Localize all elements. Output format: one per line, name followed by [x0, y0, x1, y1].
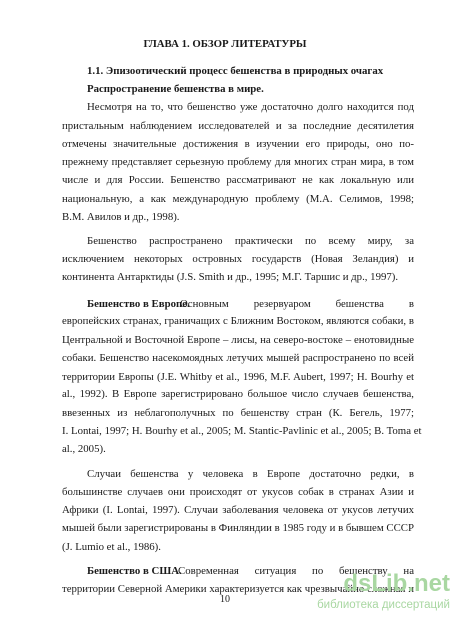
paragraph-line: al., 1992). В Европе зарегистрировано большое число случаев бешенства, [62, 388, 414, 401]
paragraph-lead: Бешенство в США. [87, 565, 182, 577]
paragraph-line: территории Европы (J.E. Whitby et al., 1996, M.F. Aubert, 1997; H. Bourhy et [62, 370, 414, 383]
paragraph-line: (J. Lumio et al., 1986). [62, 540, 161, 553]
paragraph-line: al., 2005). [62, 443, 106, 456]
paragraph-line: числе и для России. Бешенство рассматривают не как локальную или [62, 174, 414, 187]
paragraph-line: территории Северной Америки характеризуется как чрезвычайно сложная и [62, 583, 414, 595]
paragraph-line: пристальным наблюдением исследователей и за последние десятилетия [62, 119, 414, 132]
paragraph-line: Африки (I. Lontai, 1997). Случаи заболевания человека от укусов летучих [62, 504, 414, 517]
paragraph-line: I. Lontai, 1997; H. Bourhy et al., 2005; M. Stantic-Pavlinic et al., 2005; B. Toma et [62, 424, 422, 437]
text-line [0, 537, 450, 558]
subsection-title: Распространение бешенства в мире. [87, 82, 264, 95]
paragraph-line: Центральной и Восточной Европе – лисы, на северо-востоке – енотовидные [62, 334, 414, 347]
watermark [298, 570, 450, 614]
paragraph-line: Современная ситуация по бешенству на [178, 565, 414, 577]
text-line [0, 207, 450, 228]
paragraph-line: континента Антарктиды (J.S. Smith и др., 1995; М.Г. Таршис и др., 1997). [62, 271, 399, 284]
paragraph-line: собаки. Бешенство насекомоядных летучих мышей распространено по всей [62, 351, 414, 364]
chapter-title-line [0, 34, 450, 55]
paragraph-line: европейских странах, граничащих с Ближним Востоком, являются собаки, в [62, 315, 414, 328]
paragraph-line: отмечены значительные достижения в изучении его природы, оно по- [62, 137, 414, 150]
paragraph-line: большинстве случаев они происходят от укусов собак в странах Азии и [62, 485, 414, 498]
watermark-logo[interactable]: dsLib.net [343, 570, 450, 597]
paragraph-line: исключением некоторых островных государств (Новая Зеландия) и [62, 252, 414, 265]
paragraph-line: Бешенство распространено практически по всему миру, за [87, 234, 414, 247]
paragraph-line: ввезенных из неблагополучных по бешенству стран (К. Бегель, 1977; [62, 406, 414, 419]
paragraph-line: Основным резервуаром бешенства в [180, 297, 414, 310]
text-line [0, 267, 450, 288]
paragraph-line: мышей были зарегистрированы в Финляндии в 1985 году и в бывшем СССР [62, 521, 414, 534]
watermark-subtitle: библиотека диссертаций [317, 599, 450, 611]
text-line [0, 439, 450, 460]
paragraph-line: Случаи бешенства у человека в Европе достаточно редки, в [87, 467, 414, 480]
paragraph-lead: Бешенство в Европе. [87, 297, 190, 310]
section-title: 1.1. Эпизоотический процесс бешенства в природных очагах [87, 64, 384, 77]
page-number: 10 [220, 594, 230, 605]
chapter-title: ГЛАВА 1. ОБЗОР ЛИТЕРАТУРЫ [143, 37, 307, 50]
paragraph-line: прежнему представляет серьезную проблему для многих стран мира, в том [62, 156, 414, 169]
paragraph-line: Несмотря на то, что бешенство уже достаточно долго находится под [87, 101, 414, 114]
paragraph-line: В.М. Авилов и др., 1998). [62, 210, 180, 223]
paragraph-line: национальную, а как международную проблему (М.А. Селимов, 1998; [62, 192, 414, 205]
